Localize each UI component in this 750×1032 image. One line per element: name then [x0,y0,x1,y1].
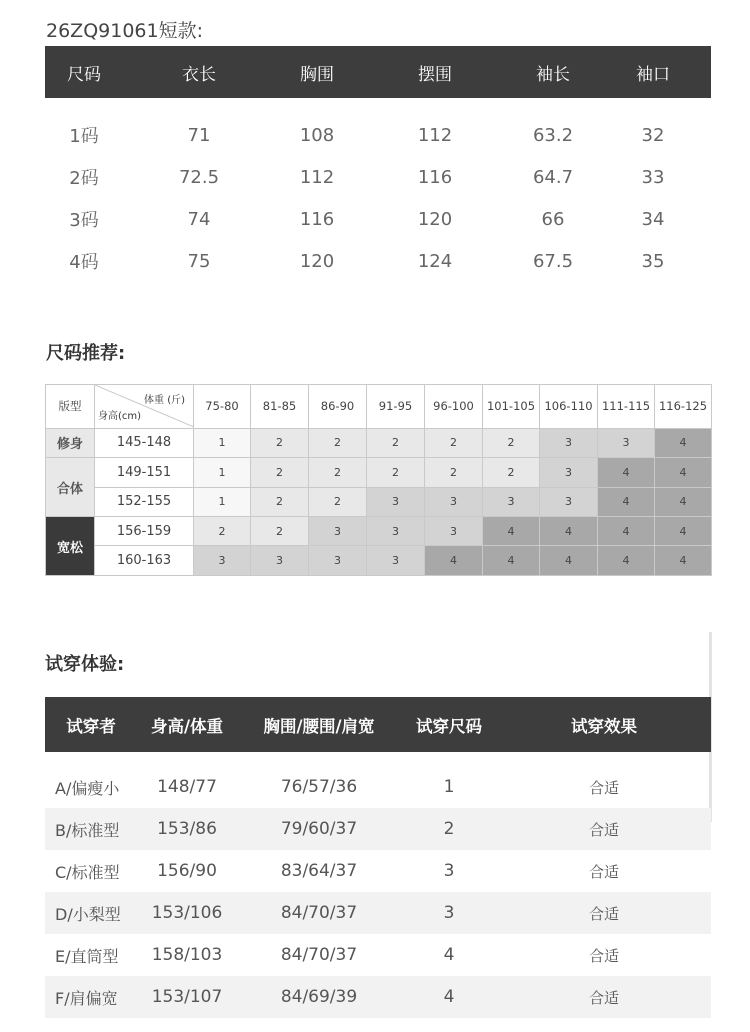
height-weight-cell: 153/86 [157,819,217,839]
height-cell: 145-148 [95,428,194,457]
size-cell: 1码 [69,126,99,147]
tester-cell: E/直筒型 [55,946,119,966]
hem-cell: 116 [417,166,453,188]
size-cell: 4 [483,546,540,576]
measure-cell: 83/64/37 [280,861,358,881]
fit-header: 版型 [46,385,95,429]
height-cell: 160-163 [95,546,194,576]
result-cell: 合适 [588,988,619,1007]
weight-header: 75-80 [194,385,251,429]
size-cell: 4 [598,517,655,546]
size-cell: 2码 [69,168,99,189]
measure-cell: 84/70/37 [280,903,358,923]
cuff-cell: 32 [641,124,665,146]
size-cell: 3 [309,517,367,546]
cuff-cell: 35 [641,250,665,272]
size-cell: 2 [483,428,540,457]
fit-group-regular: 合体 [46,458,95,517]
table-row [45,114,711,156]
size-table [45,46,711,282]
size-cell: 4码 [69,252,99,273]
size-cell: 4 [443,987,455,1007]
size-recommend-table [45,384,712,576]
hem-cell: 124 [417,250,453,272]
size-cell: 3 [367,517,425,546]
size-cell: 2 [251,428,309,457]
size-cell: 2 [425,428,483,457]
size-cell: 3 [367,546,425,576]
size-cell: 1 [443,777,455,797]
sleeve-cell: 66 [541,208,565,230]
hem-cell: 120 [417,208,453,230]
height-weight-cell: 156/90 [157,861,217,881]
size-cell: 4 [425,546,483,576]
size-cell: 2 [425,458,483,487]
tester-cell: F/肩偏宽 [55,988,118,1008]
size-cell: 2 [483,458,540,487]
height-cell: 152-155 [95,487,194,516]
header-cell: 试穿效果 [571,716,637,736]
weight-header: 116-125 [655,385,712,429]
header-cell: 袖口 [636,64,670,85]
table-row [45,808,711,850]
header-cell: 胸围/腰围/肩宽 [263,716,375,736]
size-cell: 1 [194,487,251,516]
table-row [46,487,712,516]
table-row [45,198,711,240]
measure-cell: 84/69/39 [280,987,358,1007]
chest-cell: 112 [299,166,335,188]
size-cell: 4 [655,517,712,546]
size-cell: 3 [309,546,367,576]
size-table-header [45,46,711,98]
height-label: 身高(cm) [98,410,142,422]
size-cell: 3 [425,487,483,516]
size-cell: 1 [194,428,251,457]
result-cell: 合适 [588,862,619,881]
table-row [46,517,712,546]
table-row [46,546,712,576]
result-cell: 合适 [588,820,619,839]
size-cell: 2 [194,517,251,546]
size-cell: 4 [655,428,712,457]
table-row [46,428,712,457]
header-cell: 尺码 [67,64,101,85]
recommend-title: 尺码推荐: [46,343,126,364]
length-cell: 74 [187,208,211,230]
chest-cell: 120 [299,250,335,272]
weight-header: 106-110 [540,385,598,429]
tester-cell: A/偏瘦小 [55,778,120,798]
table-row [45,850,711,892]
weight-header: 96-100 [425,385,483,429]
diagonal-header-cell [95,385,194,429]
size-cell: 3 [443,903,455,923]
height-cell: 149-151 [95,458,194,487]
header-cell: 试穿尺码 [416,716,482,736]
size-cell: 2 [309,487,367,516]
size-cell: 1 [194,458,251,487]
size-cell: 4 [443,945,455,965]
tryon-title: 试穿体验: [45,654,125,675]
sleeve-cell: 63.2 [532,124,574,146]
size-cell: 4 [540,517,598,546]
header-cell: 衣长 [182,64,216,85]
sleeve-cell: 67.5 [532,250,574,272]
size-cell: 2 [309,428,367,457]
measure-cell: 76/57/36 [280,777,358,797]
size-cell: 2 [251,458,309,487]
size-cell: 2 [443,819,455,839]
size-cell: 3 [540,487,598,516]
chest-cell: 116 [299,208,335,230]
size-cell: 3 [367,487,425,516]
table-row [45,156,711,198]
size-cell: 4 [655,458,712,487]
length-cell: 71 [187,124,211,146]
size-cell: 3 [251,546,309,576]
size-cell: 4 [655,487,712,516]
weight-label: 体重 (斤) [144,395,185,406]
height-weight-cell: 158/103 [151,945,223,965]
measure-cell: 79/60/37 [280,819,358,839]
hem-cell: 112 [417,124,453,146]
size-cell: 3 [598,428,655,457]
size-cell: 2 [367,458,425,487]
size-cell: 3 [483,487,540,516]
size-cell: 3 [425,517,483,546]
size-cell: 4 [598,458,655,487]
table-row [45,240,711,282]
result-cell: 合适 [588,778,619,797]
cuff-cell: 33 [641,166,665,188]
size-cell: 4 [540,546,598,576]
fit-group-loose: 宽松 [46,517,95,576]
size-cell: 3 [194,546,251,576]
header-cell: 袖长 [536,64,570,85]
length-cell: 72.5 [178,166,220,188]
height-weight-cell: 153/106 [151,903,223,923]
tester-cell: C/标准型 [55,862,120,882]
height-weight-cell: 148/77 [157,777,217,797]
size-cell: 4 [483,517,540,546]
chest-cell: 108 [299,124,335,146]
size-cell: 3 [443,861,455,881]
sleeve-cell: 64.7 [532,166,574,188]
size-cell: 2 [251,487,309,516]
height-weight-cell: 153/107 [151,987,223,1007]
fit-group-slim: 修身 [46,428,95,457]
header-cell: 身高/体重 [150,716,224,736]
size-cell: 3码 [69,210,99,231]
weight-header: 86-90 [309,385,367,429]
weight-header: 91-95 [367,385,425,429]
table-row [45,976,711,1018]
size-cell: 2 [309,458,367,487]
size-cell: 4 [655,546,712,576]
size-cell: 2 [251,517,309,546]
table-row [46,458,712,487]
cuff-cell: 34 [641,208,665,230]
tester-cell: D/小梨型 [55,904,121,924]
height-cell: 156-159 [95,517,194,546]
size-cell: 4 [598,487,655,516]
weight-header: 101-105 [483,385,540,429]
size-cell: 3 [540,428,598,457]
weight-header: 81-85 [251,385,309,429]
header-cell: 试穿者 [66,716,116,736]
size-cell: 3 [540,458,598,487]
tryon-table [45,697,711,1018]
header-cell: 胸围 [300,64,334,85]
result-cell: 合适 [588,904,619,923]
measure-cell: 84/70/37 [280,945,358,965]
tester-cell: B/标准型 [55,820,120,840]
weight-header: 111-115 [598,385,655,429]
tryon-table-header [45,697,711,752]
model-title: 26ZQ91061短款: [46,20,203,42]
size-cell: 2 [367,428,425,457]
table-row [45,934,711,976]
table-row [45,766,711,808]
table-row [45,892,711,934]
size-cell: 4 [598,546,655,576]
length-cell: 75 [187,250,211,272]
result-cell: 合适 [588,946,619,965]
header-cell: 摆围 [418,64,452,85]
